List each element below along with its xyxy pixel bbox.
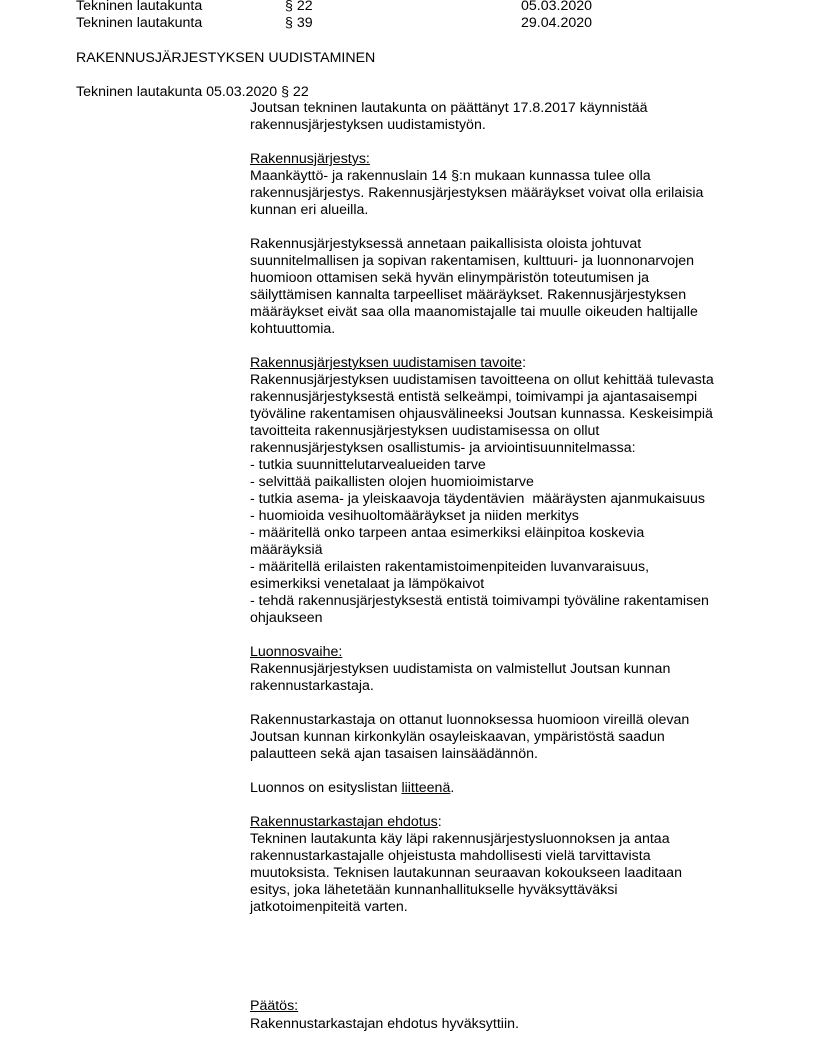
text-line: rakennustarkastajalle ohjeistusta mahdollisesti vielä tarvittavista bbox=[250, 848, 651, 864]
section-title-text: Rakennusjärjestyksen uudistamisen tavoite bbox=[250, 355, 523, 371]
document-heading: RAKENNUSJÄRJESTYKSEN UUDISTAMINEN bbox=[76, 50, 376, 66]
text-line: rakennusjärjestys. Rakennusjärjestyksen määräykset voivat olla erilaisia bbox=[250, 185, 704, 201]
history-section: § 22 bbox=[285, 0, 313, 14]
meeting-reference: Tekninen lautakunta 05.03.2020 § 22 bbox=[76, 84, 309, 100]
section-title-colon: : bbox=[437, 814, 442, 830]
list-item: esimerkiksi venetalaat ja lämpökaivot bbox=[250, 576, 485, 592]
list-item: ohjaukseen bbox=[250, 610, 323, 626]
text-line: tavoitteita rakennusjärjestyksen uudistamisessa on ollut bbox=[250, 423, 600, 439]
text-line: rakennusjärjestyksen osallistumis- ja arviointisuunnitelmassa: bbox=[250, 440, 636, 456]
attachment-period: . bbox=[450, 780, 455, 796]
text-line: Rakennusjärjestyksen uudistamista on valmistellut Joutsan kunnan bbox=[250, 661, 671, 677]
section-title-luonnosvaihe: Luonnosvaihe: bbox=[250, 644, 343, 660]
text-line: jatkotoimenpiteitä varten. bbox=[250, 899, 408, 915]
document-body bbox=[250, 100, 795, 916]
list-item: - huomioida vesihuoltomääräykset ja niiden merkitys bbox=[250, 508, 579, 524]
text-line: muutoksista. Teknisen lautakunnan seuraavan kokoukseen laaditaan bbox=[250, 865, 682, 881]
history-body: Tekninen lautakunta bbox=[76, 0, 203, 14]
text-line: kohtuuttomia. bbox=[250, 321, 336, 337]
text-line: Rakennustarkastaja on ottanut luonnoksessa huomioon vireillä olevan bbox=[250, 712, 690, 728]
section-title-text: Rakennustarkastajan ehdotus bbox=[250, 814, 438, 830]
attachment-line bbox=[250, 780, 795, 797]
list-item: - määritellä erilaisten rakentamistoimenpiteiden luvanvaraisuus, bbox=[250, 559, 650, 575]
text-line: Tekninen lautakunta käy läpi rakennusjärjestysluonnoksen ja antaa bbox=[250, 831, 670, 847]
list-item: - selvittää paikallisten olojen huomioimistarve bbox=[250, 474, 534, 490]
text-line: esitys, joka lähetetään kunnanhallitukselle hyväksyttäväksi bbox=[250, 882, 618, 898]
list-item: - määritellä onko tarpeen antaa esimerkiksi eläinpitoa koskevia bbox=[250, 525, 645, 541]
decision-text: Rakennustarkastajan ehdotus hyväksyttiin. bbox=[250, 1016, 519, 1032]
text-line: Rakennusjärjestyksessä annetaan paikallisista oloista johtuvat bbox=[250, 236, 642, 252]
history-section: § 39 bbox=[285, 15, 313, 31]
section-title-ehdotus bbox=[250, 814, 795, 831]
list-item: - tutkia asema- ja yleiskaavoja täydentävien määräysten ajanmukaisuus bbox=[250, 491, 706, 507]
list-item: määräyksiä bbox=[250, 542, 323, 558]
text-line: työväline rakentamisen ohjausvälineeksi Joutsan kunnassa. Keskeisimpiä bbox=[250, 406, 713, 422]
section-title-colon: : bbox=[522, 355, 527, 371]
history-date: 29.04.2020 bbox=[521, 15, 593, 31]
section-title-tavoite bbox=[250, 355, 795, 372]
text-line: Joutsan tekninen lautakunta on päättänyt 17.8.2017 käynnistää bbox=[250, 100, 648, 116]
section-title-paatos: Päätös: bbox=[250, 998, 299, 1014]
text-line: Maankäyttö- ja rakennuslain 14 §:n mukaan kunnassa tulee olla bbox=[250, 168, 651, 184]
list-item: - tehdä rakennusjärjestyksestä entistä toimivampi työväline rakentamisen bbox=[250, 593, 709, 609]
text-line: säilyttämisen kannalta tarpeelliset määräykset. Rakennusjärjestyksen bbox=[250, 287, 687, 303]
text-line: kunnan eri alueilla. bbox=[250, 202, 369, 218]
history-date: 05.03.2020 bbox=[521, 0, 593, 14]
history-body: Tekninen lautakunta bbox=[76, 15, 203, 31]
text-line: huomioon ottamisen sekä hyvän elinympäristön toteutumisen ja bbox=[250, 270, 650, 286]
text-line: rakennusjärjestyksen uudistamistyön. bbox=[250, 117, 486, 133]
text-line: rakennustarkastaja. bbox=[250, 678, 374, 694]
attachment-text: Luonnos on esityslistan bbox=[250, 780, 402, 796]
text-line: Joutsan kunnan kirkonkylän osayleiskaavan, ympäristöstä saadun bbox=[250, 729, 665, 745]
attachment-link[interactable]: liitteenä bbox=[401, 780, 451, 796]
text-line: Rakennusjärjestyksen uudistamisen tavoitteena on ollut kehittää tulevasta bbox=[250, 372, 714, 388]
text-line: suunnitelmallisen ja sopivan rakentamisen, kulttuuri- ja luonnonarvojen bbox=[250, 253, 695, 269]
section-title-rakennusjarjestys: Rakennusjärjestys: bbox=[250, 151, 370, 167]
text-line: määräykset eivät saa olla maanomistajalle tai muulle oikeuden haltijalle bbox=[250, 304, 698, 320]
text-line: rakennusjärjestyksestä entistä selkeämpi, toimivampi ja ajantasaisempi bbox=[250, 389, 698, 405]
text-line: palautteen sekä ajan tasaisen lainsäädännön. bbox=[250, 746, 538, 762]
list-item: - tutkia suunnittelutarvealueiden tarve bbox=[250, 457, 486, 473]
